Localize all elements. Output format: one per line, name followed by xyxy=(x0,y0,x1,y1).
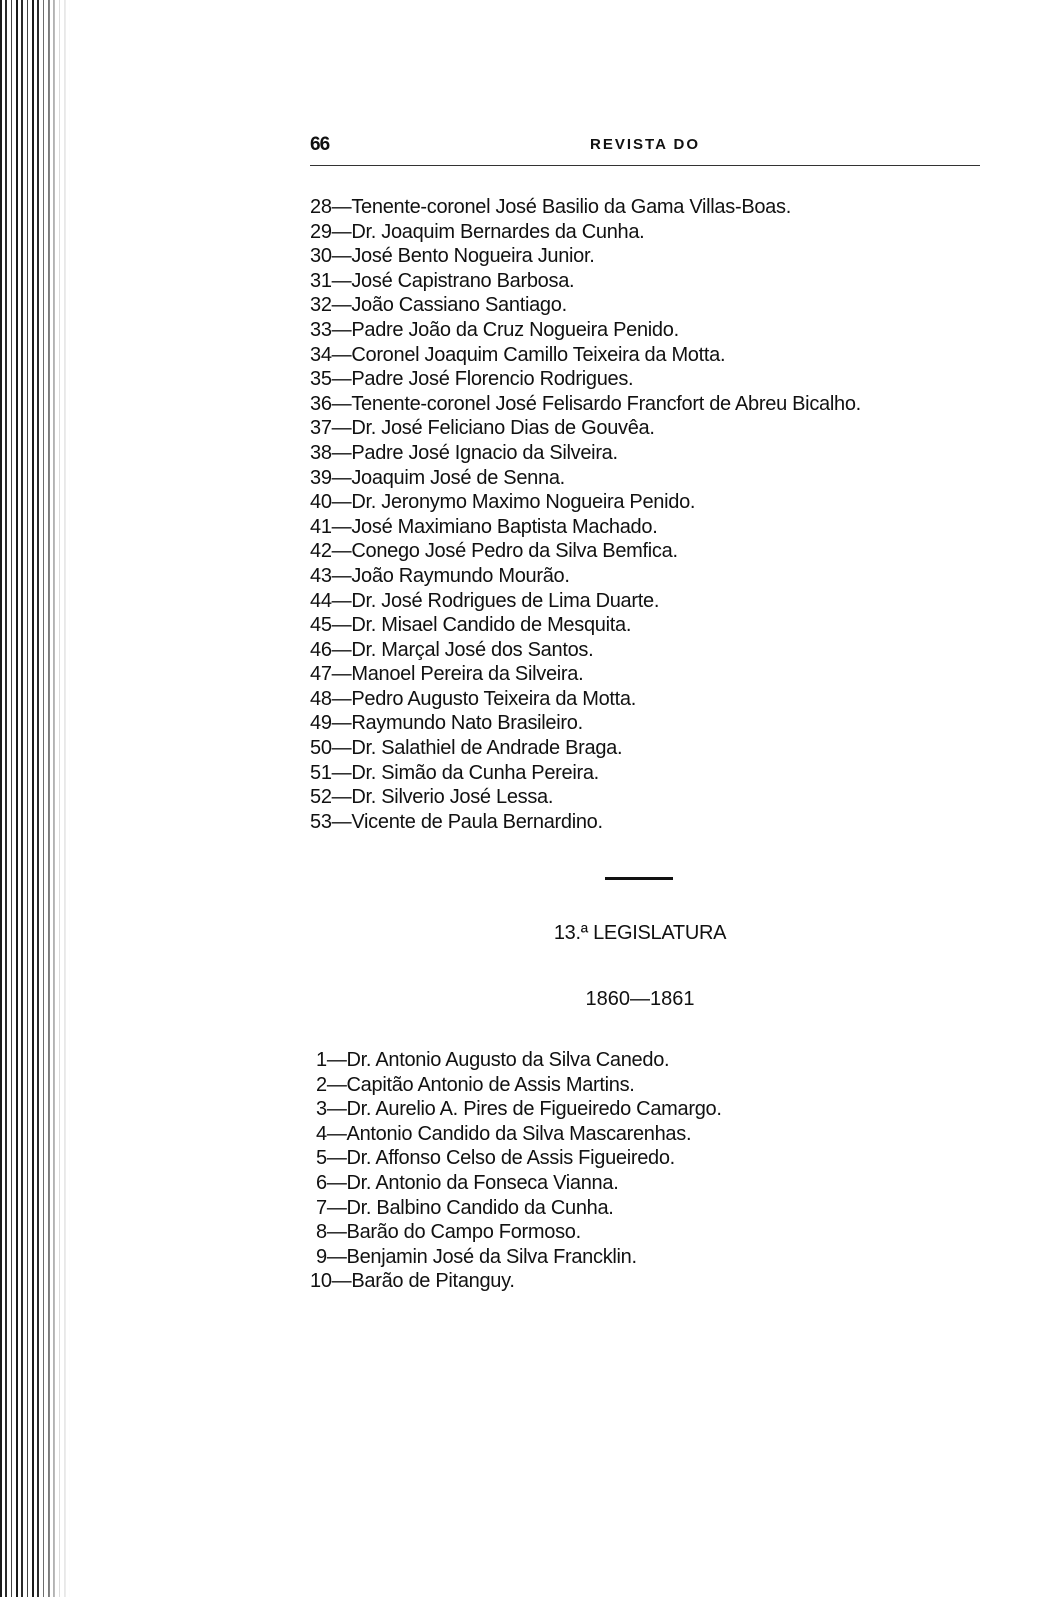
list-item: 38—Padre José Ignacio da Silveira. xyxy=(310,441,618,464)
deputy-list-continued xyxy=(310,195,861,834)
list-item: 7—Dr. Balbino Candido da Cunha. xyxy=(316,1196,614,1219)
list-item: 1—Dr. Antonio Augusto da Silva Canedo. xyxy=(316,1049,670,1071)
list-item: 52—Dr. Silverio José Lessa. xyxy=(310,786,554,809)
header-rule xyxy=(310,165,980,166)
list-item: 4—Antonio Candido da Silva Mascarenhas. xyxy=(316,1122,692,1145)
list-item: 41—José Maximiano Baptista Machado. xyxy=(310,515,658,538)
list-item: 29—Dr. Joaquim Bernardes da Cunha. xyxy=(310,220,645,243)
list-item: 39—Joaquim José de Senna. xyxy=(310,466,565,489)
page-number: 66 xyxy=(310,134,330,155)
section-years: 1860—1861 xyxy=(585,988,695,1010)
deputy-list-new xyxy=(310,1048,722,1294)
list-item: 3—Dr. Aurelio A. Pires de Figueiredo Camargo. xyxy=(316,1098,722,1121)
list-item: 46—Dr. Marçal José dos Santos. xyxy=(310,638,594,661)
list-item: 33—Padre João da Cruz Nogueira Penido. xyxy=(310,318,679,341)
list-item: 40—Dr. Jeronymo Maximo Nogueira Penido. xyxy=(310,491,696,514)
section-title: 13.ª LEGISLATURA xyxy=(553,922,727,944)
list-item: 51—Dr. Simão da Cunha Pereira. xyxy=(310,761,599,784)
list-item: 50—Dr. Salathiel de Andrade Braga. xyxy=(310,737,623,760)
list-item: 47—Manoel Pereira da Silveira. xyxy=(310,663,584,686)
list-item: 34—Coronel Joaquim Camillo Teixeira da Motta. xyxy=(310,343,726,366)
list-item: 28—Tenente-coronel José Basilio da Gama Villas-Boas. xyxy=(310,196,791,218)
list-item: 10—Barão de Pitanguy. xyxy=(310,1270,515,1293)
list-item: 37—Dr. José Feliciano Dias de Gouvêa. xyxy=(310,417,655,440)
list-item: 35—Padre José Florencio Rodrigues. xyxy=(310,368,634,391)
list-item: 5—Dr. Affonso Celso de Assis Figueiredo. xyxy=(316,1147,675,1170)
list-item: 30—José Bento Nogueira Junior. xyxy=(310,245,595,268)
list-item: 31—José Capistrano Barbosa. xyxy=(310,269,575,292)
scanned-binding-edge xyxy=(0,0,70,1597)
list-item: 45—Dr. Misael Candido de Mesquita. xyxy=(310,614,632,637)
list-item: 53—Vicente de Paula Bernardino. xyxy=(310,810,603,833)
list-item: 42—Conego José Pedro da Silva Bemfica. xyxy=(310,540,678,563)
running-header: REVISTA DO xyxy=(590,136,701,153)
list-item: 49—Raymundo Nato Brasileiro. xyxy=(310,712,583,735)
list-item: 43—João Raymundo Mourão. xyxy=(310,564,570,587)
list-item: 32—João Cassiano Santiago. xyxy=(310,294,567,317)
list-item: 8—Barão do Campo Formoso. xyxy=(316,1221,581,1244)
list-item: 36—Tenente-coronel José Felisardo Francfort de Abreu Bicalho. xyxy=(310,392,861,415)
list-item: 2—Capitão Antonio de Assis Martins. xyxy=(316,1073,635,1096)
list-item: 6—Dr. Antonio da Fonseca Vianna. xyxy=(316,1171,619,1194)
list-item: 44—Dr. José Rodrigues de Lima Duarte. xyxy=(310,589,660,612)
list-item: 9—Benjamin José da Silva Francklin. xyxy=(316,1245,637,1268)
section-divider xyxy=(605,877,673,880)
list-item: 48—Pedro Augusto Teixeira da Motta. xyxy=(310,687,637,710)
